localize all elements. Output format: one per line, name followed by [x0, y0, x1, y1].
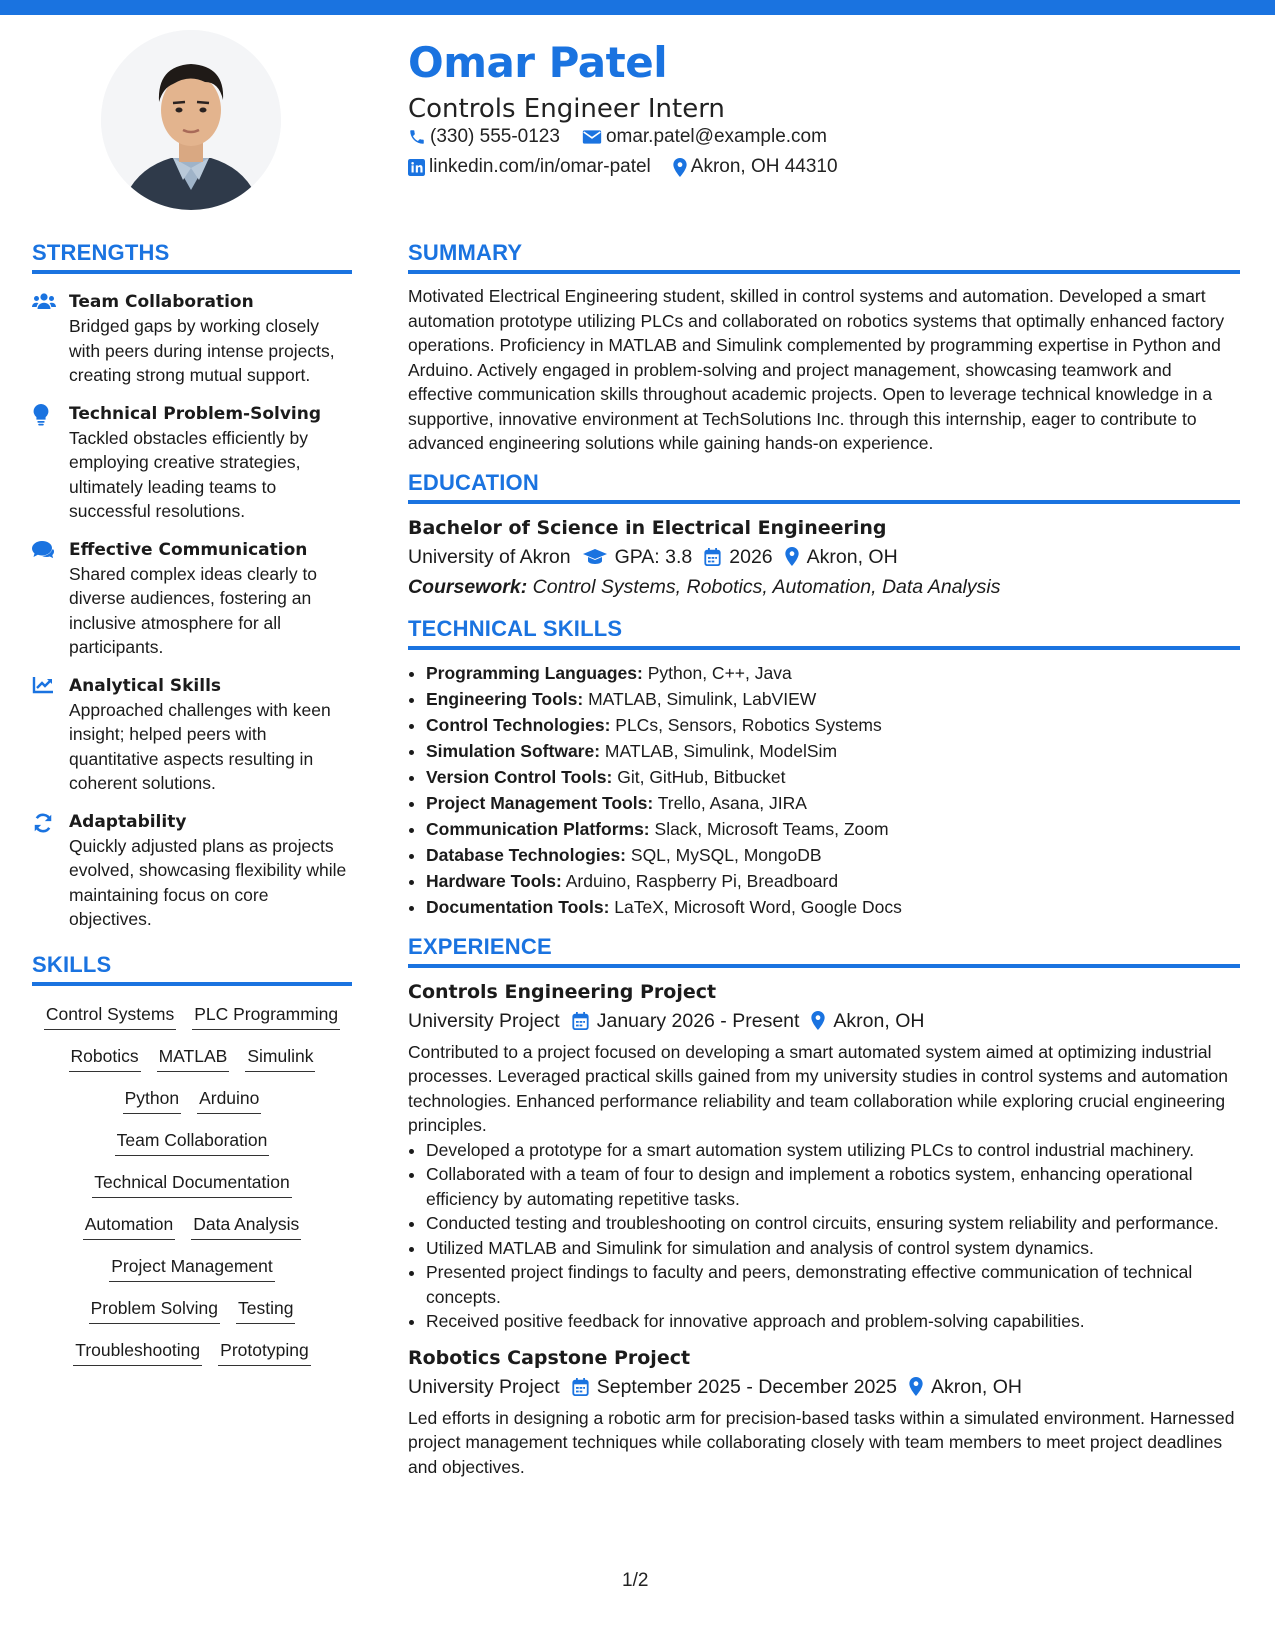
experience-location: Akron, OH: [833, 1009, 925, 1032]
skill-category: Communication Platforms:: [426, 818, 650, 839]
skills-row: [32, 1044, 352, 1072]
comments-icon: [32, 540, 56, 560]
skills-row: [32, 1170, 352, 1198]
skill-values: Git, GitHub, Bitbucket: [617, 766, 786, 787]
skills-heading: SKILLS: [32, 952, 352, 986]
skill-values: Python, C++, Java: [647, 662, 792, 683]
experience-org: University Project: [408, 1375, 560, 1398]
experience-entry: [408, 1344, 1240, 1480]
skill-chip: Team Collaboration: [115, 1128, 270, 1156]
skill-chip: Robotics: [69, 1044, 141, 1072]
strength-description: Approached challenges with keen insight; helped peers with quantitative aspects resulting in coherent solutions.: [69, 699, 331, 793]
experience-title: Controls Engineering Project: [408, 980, 717, 1003]
gpa-text: GPA: 3.8: [614, 545, 693, 568]
experience-org: University Project: [408, 1009, 560, 1032]
strength-item: [32, 810, 352, 932]
experience-bullet: • Conducted testing and troubleshooting on control circuits, ensuring system reliability and performance.: [426, 1211, 1240, 1236]
email-item[interactable]: [582, 126, 827, 148]
location-text: Akron, OH 44310: [690, 156, 838, 177]
skills-row: [32, 1212, 352, 1240]
strength-item: [32, 674, 352, 796]
calendar-icon: [572, 1378, 589, 1396]
linkedin-icon: [408, 159, 425, 176]
skills-row: [32, 1002, 352, 1030]
skill-values: PLCs, Sensors, Robotics Systems: [615, 714, 882, 735]
experience-location: Akron, OH: [930, 1375, 1023, 1398]
skill-category: Engineering Tools:: [426, 688, 584, 709]
org-item: [408, 1006, 560, 1036]
skill-values: MATLAB, Simulink, ModelSim: [604, 740, 838, 761]
technical-skill-item: [426, 894, 1240, 920]
strength-description: Shared complex ideas clearly to diverse audiences, fostering an inclusive atmosphere for all participants.: [69, 563, 318, 657]
skill-category: Version Control Tools:: [426, 766, 613, 787]
graduation-year: 2026: [729, 545, 773, 568]
skill-chip: MATLAB: [157, 1044, 230, 1072]
skill-category: Simulation Software:: [426, 740, 601, 761]
skill-chip: Arduino: [197, 1086, 261, 1114]
experience-entry: [408, 978, 1240, 1334]
experience-title: Robotics Capstone Project: [408, 1346, 691, 1369]
skills-row: [32, 1254, 352, 1282]
skill-values: Arduino, Raspberry Pi, Breadboard: [565, 870, 839, 891]
year-item: [704, 542, 772, 572]
linkedin-text[interactable]: linkedin.com/in/omar-patel: [429, 156, 651, 177]
skill-chip: Prototyping: [218, 1338, 311, 1366]
strength-description: Bridged gaps by working closely with peers during intense projects, creating strong mutual support.: [69, 316, 335, 385]
experience-bullet: • Utilized MATLAB and Simulink for simulation and analysis of control system dynamics.: [426, 1236, 1240, 1261]
skill-chip: Technical Documentation: [92, 1170, 292, 1198]
strength-title: Adaptability: [69, 811, 187, 832]
experience-bullets: [408, 1138, 1240, 1334]
experience-meta: [408, 1372, 1240, 1402]
skills-row: [32, 1086, 352, 1114]
technical-skill-item: [426, 738, 1240, 764]
technical-skill-item: [426, 790, 1240, 816]
users-icon: [32, 292, 56, 310]
technical-skills-list: [408, 660, 1240, 920]
skill-category: Programming Languages:: [426, 662, 643, 683]
skill-values: Slack, Microsoft Teams, Zoom: [654, 818, 889, 839]
education-meta: [408, 542, 1240, 572]
skill-chip: PLC Programming: [192, 1002, 340, 1030]
linkedin-item[interactable]: [408, 156, 651, 178]
skill-values: Trello, Asana, JIRA: [657, 792, 807, 813]
technical-skill-item: [426, 842, 1240, 868]
exp-location-item: [811, 1006, 924, 1036]
technical-skill-item: [426, 764, 1240, 790]
skill-values: LaTeX, Microsoft Word, Google Docs: [614, 896, 902, 917]
skill-chip: Project Management: [109, 1254, 274, 1282]
degree-title: Bachelor of Science in Electrical Engineering: [408, 516, 887, 539]
experience-dates: September 2025 - December 2025: [596, 1375, 897, 1398]
experience-description: Led efforts in designing a robotic arm for precision-based tasks within a simulated environment. Harnessed project management techniques while collaborating closely with team members to meet project deadlines and objectives.: [408, 1407, 1235, 1477]
right-column: [408, 240, 1240, 1479]
skill-chip: Troubleshooting: [73, 1338, 202, 1366]
strength-title: Team Collaboration: [69, 292, 254, 312]
skill-chip: Python: [123, 1086, 181, 1114]
experience-meta: [408, 1006, 1240, 1036]
edu-location-item: [785, 542, 898, 572]
left-column: [32, 240, 352, 1380]
technical-skill-item: [426, 686, 1240, 712]
skills-row: [32, 1338, 352, 1366]
org-item: [408, 1372, 560, 1402]
strength-item: [32, 290, 352, 388]
chart-line-icon: [32, 676, 54, 694]
skills-chips: [32, 1002, 352, 1366]
technical-skills-heading: TECHNICAL SKILLS: [408, 616, 1240, 650]
skill-values: MATLAB, Simulink, LabVIEW: [588, 688, 817, 709]
contact-row-1: [408, 126, 849, 148]
contact-row-2: [408, 156, 860, 178]
skills-row: [32, 1128, 352, 1156]
strength-description: Quickly adjusted plans as projects evolved, showcasing flexibility while maintaining focus on core objectives.: [69, 835, 347, 929]
skill-chip: Data Analysis: [191, 1212, 301, 1240]
experience-description: Contributed to a project focused on developing a smart automated system aimed at optimizing industrial processes. Leveraged practical skills gained from my university studies in control systems and automation technologies. Enhanced performance reliability and team collaboration while exploring crucial engineering principles.: [408, 1041, 1228, 1135]
dates-item: [572, 1006, 800, 1036]
skill-category: Database Technologies:: [426, 844, 627, 865]
envelope-icon: [582, 129, 602, 145]
education-heading: EDUCATION: [408, 470, 1240, 504]
experience-bullet: • Developed a prototype for a smart automation system utilizing PLCs to control industrial machinery.: [426, 1138, 1240, 1163]
experience-dates: January 2026 - Present: [596, 1009, 800, 1032]
phone-item: [408, 126, 560, 148]
gpa-item: [583, 542, 693, 572]
strength-title: Technical Problem-Solving: [69, 403, 322, 424]
experience-bullet: • Collaborated with a team of four to design and implement a robotics system, enhancing operational efficiency by automating repetitive tasks.: [426, 1162, 1240, 1211]
skill-category: Control Technologies:: [426, 714, 611, 735]
strength-item: [32, 538, 352, 660]
skill-category: Documentation Tools:: [426, 896, 610, 917]
experience-bullet: • Presented project findings to faculty and peers, demonstrating effective communication of technical concepts.: [426, 1260, 1240, 1309]
strength-item: [32, 402, 352, 524]
lightbulb-icon: [32, 404, 50, 426]
page-number: 1/2: [622, 1570, 649, 1591]
strengths-heading: STRENGTHS: [32, 240, 352, 274]
map-pin-icon: [673, 158, 687, 177]
map-pin-icon: [811, 1011, 825, 1030]
technical-skill-item: [426, 660, 1240, 686]
phone-icon: [408, 128, 426, 146]
skill-category: Project Management Tools:: [426, 792, 654, 813]
summary-heading: SUMMARY: [408, 240, 1240, 274]
skill-category: Hardware Tools:: [426, 870, 562, 891]
exp-location-item: [909, 1372, 1022, 1402]
school-name: University of Akron: [408, 545, 571, 568]
skill-chip: Control Systems: [44, 1002, 176, 1030]
coursework-list: Control Systems, Robotics, Automation, Data Analysis: [532, 575, 1001, 598]
profile-photo: [101, 30, 281, 210]
skill-chip: Automation: [83, 1212, 176, 1240]
summary-text: Motivated Electrical Engineering student, skilled in control systems and automation. Developed a smart automation prototype utilizing PLCs and collaborated on robotics systems that optimally enhanced factory operations. Proficiency in MATLAB and Simulink complemented by programming expertise in Python and Arduino. Actively engaged in problem-solving and project management, showcasing teamwork and effective communication skills throughout academic projects. Open to leverage technical knowledge in a supportive, innovative environment at TechSolutions Inc. through this internship, eager to contribute to advanced engineering solutions while gaining hands-on experience.: [408, 286, 1225, 453]
skill-chip: Testing: [236, 1296, 295, 1324]
strength-description: Tackled obstacles efficiently by employing creative strategies, ultimately leading teams to successful resolutions.: [69, 427, 308, 521]
graduation-cap-icon: [583, 549, 607, 565]
strength-title: Effective Communication: [69, 539, 308, 560]
job-title: Controls Engineer Intern: [408, 94, 725, 124]
experience-heading: EXPERIENCE: [408, 934, 1240, 968]
skill-values: SQL, MySQL, MongoDB: [630, 844, 822, 865]
calendar-icon: [704, 548, 721, 566]
map-pin-icon: [785, 547, 799, 566]
technical-skill-item: [426, 868, 1240, 894]
email-text[interactable]: omar.patel@example.com: [605, 126, 827, 147]
dates-item: [572, 1372, 897, 1402]
top-accent-bar: [0, 0, 1275, 15]
technical-skill-item: [426, 816, 1240, 842]
coursework-label: Coursework:: [408, 575, 528, 598]
map-pin-icon: [909, 1377, 923, 1396]
location-item: [673, 156, 838, 178]
strength-title: Analytical Skills: [69, 675, 222, 696]
sync-icon: [32, 812, 54, 834]
education-location: Akron, OH: [806, 545, 898, 568]
phone-text: (330) 555-0123: [430, 126, 560, 147]
technical-skill-item: [426, 712, 1240, 738]
school-item: [408, 542, 571, 572]
skill-chip: Problem Solving: [89, 1296, 220, 1324]
skills-row: [32, 1296, 352, 1324]
candidate-name: Omar Patel: [408, 38, 668, 87]
coursework-line: [408, 572, 1240, 602]
skill-chip: Simulink: [245, 1044, 315, 1072]
calendar-icon: [572, 1012, 589, 1030]
experience-bullet: • Received positive feedback for innovative approach and problem-solving capabilities.: [426, 1309, 1240, 1334]
